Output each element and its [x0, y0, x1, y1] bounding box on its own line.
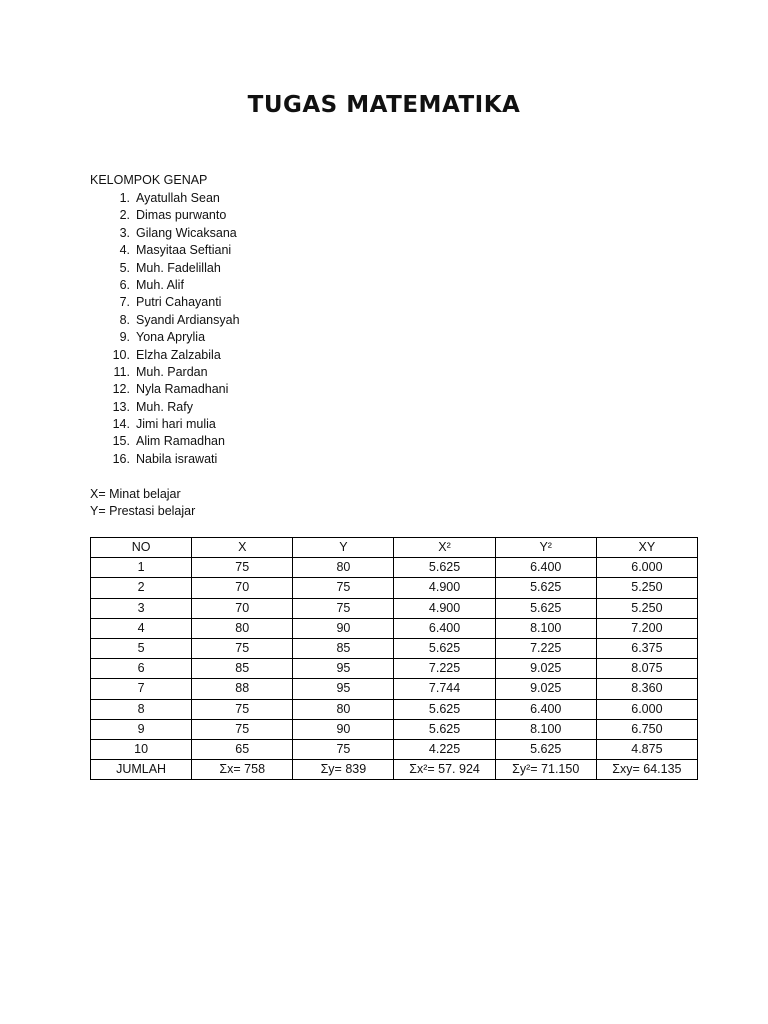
list-item — [90, 416, 240, 433]
header-no: NO — [91, 538, 192, 558]
list-number: 10. — [112, 347, 130, 362]
variable-y-definition: Y= Prestasi belajar — [90, 504, 196, 519]
list-item — [90, 347, 240, 364]
table-cell: 70 — [192, 598, 293, 618]
list-item — [90, 207, 240, 224]
member-name: Alim Ramadhan — [136, 434, 225, 449]
table-cell: 9.025 — [495, 659, 596, 679]
table-header-row — [91, 538, 698, 558]
table-cell: 5.625 — [394, 719, 495, 739]
table-cell: 8.100 — [495, 719, 596, 739]
header-xy: XY — [596, 538, 697, 558]
table-cell: 85 — [293, 639, 394, 659]
list-item — [90, 277, 240, 294]
table-cell: 2 — [91, 578, 192, 598]
document-title: TUGAS MATEMATIKA — [247, 92, 521, 118]
table-cell: 4.900 — [394, 598, 495, 618]
list-item — [90, 190, 240, 207]
table-cell: 85 — [192, 659, 293, 679]
table-cell: 5.625 — [495, 740, 596, 760]
table-cell: 75 — [192, 699, 293, 719]
table-cell: 6.750 — [596, 719, 697, 739]
table-row — [91, 679, 698, 699]
list-number: 4. — [119, 243, 130, 258]
list-item — [90, 260, 240, 277]
table-row — [91, 659, 698, 679]
table-cell: 80 — [293, 558, 394, 578]
table-cell: 7 — [91, 679, 192, 699]
list-number: 1. — [119, 191, 130, 205]
list-number: 14. — [112, 417, 130, 432]
table-cell: 6 — [91, 659, 192, 679]
table-cell: 4.225 — [394, 740, 495, 760]
table-cell: 3 — [91, 598, 192, 618]
member-name: Muh. Fadelillah — [136, 260, 221, 275]
list-number: 3. — [119, 225, 130, 240]
table-cell: 8.100 — [495, 618, 596, 638]
table-cell: 6.400 — [495, 699, 596, 719]
member-name: Dimas purwanto — [136, 208, 227, 223]
table-cell: 10 — [91, 740, 192, 760]
table-cell: 8.360 — [596, 679, 697, 699]
header-x: X — [192, 538, 293, 558]
list-number: 11. — [113, 364, 130, 379]
table-cell: 1 — [91, 558, 192, 578]
member-name: Masyitaa Seftiani — [136, 243, 232, 258]
table-cell: 90 — [293, 719, 394, 739]
table-row — [91, 639, 698, 659]
header-x-squared: X² — [394, 538, 495, 558]
list-item — [90, 433, 240, 450]
table-cell: 8.075 — [596, 659, 697, 679]
table-cell: 75 — [293, 740, 394, 760]
table-cell: 95 — [293, 679, 394, 699]
list-item — [90, 364, 240, 381]
header-y-squared: Y² — [495, 538, 596, 558]
table-cell: 7.225 — [495, 639, 596, 659]
member-name: Putri Cahayanti — [136, 295, 222, 310]
member-name: Nyla Ramadhani — [136, 382, 229, 397]
list-number: 2. — [119, 208, 130, 223]
table-cell: 6.400 — [394, 618, 495, 638]
member-name: Muh. Pardan — [136, 364, 208, 379]
variable-definitions — [90, 486, 195, 521]
variable-x-definition: X= Minat belajar — [90, 487, 181, 501]
table-cell: 4 — [91, 618, 192, 638]
list-number: 7. — [119, 295, 130, 310]
table-cell: 88 — [192, 679, 293, 699]
list-number: 6. — [119, 277, 130, 292]
sum-x: Σx= 758 — [192, 760, 293, 780]
member-name: Muh. Rafy — [136, 399, 193, 414]
table-cell: 8 — [91, 699, 192, 719]
list-item — [90, 225, 240, 242]
table-cell: 9.025 — [495, 679, 596, 699]
member-list — [90, 190, 240, 468]
table-cell: 4.900 — [394, 578, 495, 598]
data-table — [90, 537, 698, 780]
list-number: 15. — [112, 434, 130, 449]
member-name: Gilang Wicaksana — [136, 225, 237, 240]
table-row — [91, 618, 698, 638]
list-item — [90, 312, 240, 329]
table-cell: 95 — [293, 659, 394, 679]
table-row — [91, 598, 698, 618]
sum-x-squared: Σx²= 57. 924 — [394, 760, 495, 780]
list-item — [90, 451, 240, 468]
table-cell: 7.744 — [394, 679, 495, 699]
footer-label: JUMLAH — [91, 760, 192, 780]
list-item — [90, 294, 240, 311]
table-cell: 5.250 — [596, 578, 697, 598]
table-cell: 75 — [192, 719, 293, 739]
table-row — [91, 719, 698, 739]
group-label: KELOMPOK GENAP — [90, 173, 208, 187]
member-name: Ayatullah Sean — [136, 191, 220, 205]
table-cell: 4.875 — [596, 740, 697, 760]
table-row — [91, 578, 698, 598]
table-cell: 5.625 — [394, 558, 495, 578]
table-cell: 5.250 — [596, 598, 697, 618]
member-name: Syandi Ardiansyah — [136, 312, 240, 327]
member-name: Elzha Zalzabila — [136, 347, 221, 362]
list-item — [90, 329, 240, 346]
table-cell: 75 — [293, 598, 394, 618]
list-item — [90, 242, 240, 259]
table-cell: 75 — [192, 639, 293, 659]
table-cell: 80 — [192, 618, 293, 638]
list-number: 16. — [112, 451, 130, 466]
table-row — [91, 740, 698, 760]
table-cell: 6.375 — [596, 639, 697, 659]
member-name: Yona Aprylia — [136, 330, 206, 345]
table-cell: 90 — [293, 618, 394, 638]
table-row — [91, 558, 698, 578]
table-cell: 80 — [293, 699, 394, 719]
table-row — [91, 699, 698, 719]
sum-y-squared: Σy²= 71.150 — [495, 760, 596, 780]
list-number: 13. — [112, 399, 130, 414]
table-cell: 75 — [192, 558, 293, 578]
table-cell: 5 — [91, 639, 192, 659]
sum-xy: Σxy= 64.135 — [596, 760, 697, 780]
list-item — [90, 381, 240, 398]
table-cell: 65 — [192, 740, 293, 760]
table-cell: 5.625 — [495, 598, 596, 618]
table-cell: 6.000 — [596, 558, 697, 578]
list-number: 9. — [119, 330, 130, 345]
list-number: 12. — [112, 382, 130, 397]
table-footer-row — [91, 760, 698, 780]
table-cell: 75 — [293, 578, 394, 598]
table-cell: 9 — [91, 719, 192, 739]
list-number: 5. — [119, 260, 130, 275]
member-name: Nabila israwati — [136, 451, 218, 466]
list-number: 8. — [119, 312, 130, 327]
table-cell: 5.625 — [394, 639, 495, 659]
member-name: Jimi hari mulia — [136, 417, 216, 432]
table-cell: 7.225 — [394, 659, 495, 679]
table-cell: 7.200 — [596, 618, 697, 638]
member-name: Muh. Alif — [136, 277, 184, 292]
table-cell: 5.625 — [394, 699, 495, 719]
table-cell: 6.400 — [495, 558, 596, 578]
list-item — [90, 399, 240, 416]
table-cell: 6.000 — [596, 699, 697, 719]
header-y: Y — [293, 538, 394, 558]
table-cell: 5.625 — [495, 578, 596, 598]
table-cell: 70 — [192, 578, 293, 598]
sum-y: Σy= 839 — [293, 760, 394, 780]
